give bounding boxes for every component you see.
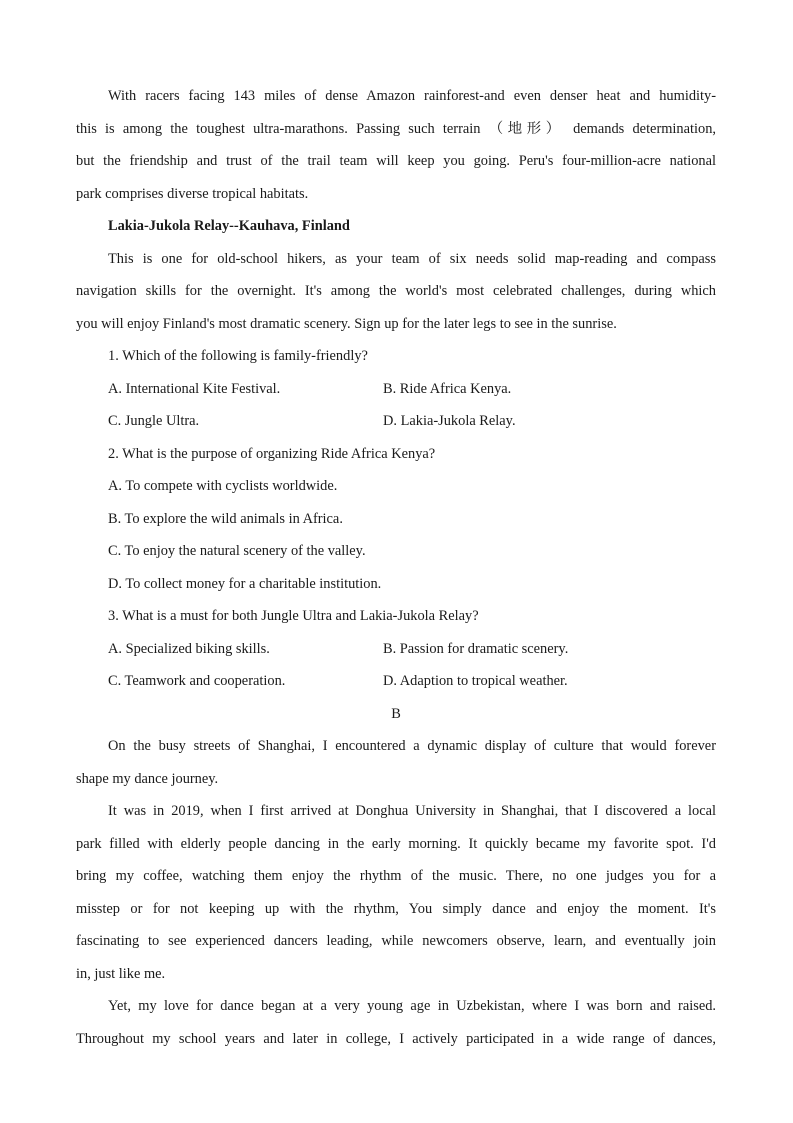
question-3-options-row-1 — [76, 633, 716, 666]
question-1-option-d: D. Lakia-Jukola Relay. — [383, 413, 516, 429]
passage-b-p1-line-1: On the busy streets of Shanghai, I encountered a dynamic display of culture that would forever — [108, 738, 716, 754]
question-3-option-b: B. Passion for dramatic scenery. — [383, 640, 569, 657]
jungle-ultra-line-3: but the friendship and trust of the trail team will keep you going. Peru's four-million-acre national — [76, 153, 716, 169]
passage-b-p3-line-2: Throughout my school years and later in college, I actively participated in a wide range of dances, — [76, 1030, 716, 1047]
question-1-options-row-2 — [76, 405, 716, 438]
passage-b-p3-line-1: Yet, my love for dance began at a very young age in Uzbekistan, where I was born and raised. — [108, 998, 716, 1014]
passage-b-p2-line-2: park filled with elderly people dancing in the early morning. It quickly became my favorite spot. I'd — [76, 835, 716, 852]
question-1-option-b: B. Ride Africa Kenya. — [383, 380, 512, 397]
question-3-stem: 3. What is a must for both Jungle Ultra and Lakia-Jukola Relay? — [108, 608, 479, 624]
question-1-stem: 1. Which of the following is family-friendly? — [108, 348, 368, 364]
question-1-options-row-1 — [76, 373, 716, 406]
question-2-stem: 2. What is the purpose of organizing Ride Africa Kenya? — [108, 445, 436, 462]
jungle-ultra-line-2: this is among the toughest ultra-marathons. Passing such terrain （地形） demands determination, — [76, 120, 716, 137]
relay-line-1: This is one for old-school hikers, as your team of six needs solid map-reading and compass — [108, 250, 716, 267]
jungle-ultra-line-1: With racers facing 143 miles of dense Amazon rainforest-and even denser heat and humidity- — [108, 88, 716, 104]
question-2-option-a: A. To compete with cyclists worldwide. — [108, 478, 338, 494]
question-3-option-c: C. Teamwork and cooperation. — [108, 673, 286, 689]
question-3-option-a: A. Specialized biking skills. — [108, 640, 270, 657]
question-1-option-a: A. International Kite Festival. — [108, 380, 281, 397]
question-3-options-row-2 — [76, 665, 716, 698]
question-3-option-d: D. Adaption to tropical weather. — [383, 673, 568, 689]
question-1-option-c: C. Jungle Ultra. — [108, 413, 200, 429]
passage-b-p2-line-1: It was in 2019, when I first arrived at Donghua University in Shanghai, that I discovered a local — [108, 803, 716, 819]
passage-b-p2-line-5: fascinating to see experienced dancers leading, while newcomers observe, learn, and eventually join — [76, 933, 716, 949]
document-content — [76, 80, 716, 1055]
question-2-option-c: C. To enjoy the natural scenery of the valley. — [108, 543, 366, 559]
relay-line-3: you will enjoy Finland's most dramatic scenery. Sign up for the later legs to see in the sunrise. — [76, 315, 617, 332]
question-2-option-b: B. To explore the wild animals in Africa. — [108, 510, 343, 527]
passage-b-p2-line-3: bring my coffee, watching them enjoy the rhythm of the music. There, no one judges you for a — [76, 868, 716, 884]
section-b-label: B — [391, 705, 401, 722]
relay-line-2: navigation skills for the overnight. It's among the world's most celebrated challenges, during which — [76, 283, 716, 299]
jungle-ultra-line-4: park comprises diverse tropical habitats. — [76, 185, 309, 202]
passage-b-p2-line-6: in, just like me. — [76, 965, 166, 982]
passage-b-p2-line-4: misstep or for not keeping up with the rhythm, You simply dance and enjoy the moment. It's — [76, 900, 716, 917]
question-2-option-d: D. To collect money for a charitable institution. — [108, 575, 382, 592]
relay-heading: Lakia-Jukola Relay--Kauhava, Finland — [108, 218, 350, 234]
passage-b-p1-line-2: shape my dance journey. — [76, 770, 219, 787]
